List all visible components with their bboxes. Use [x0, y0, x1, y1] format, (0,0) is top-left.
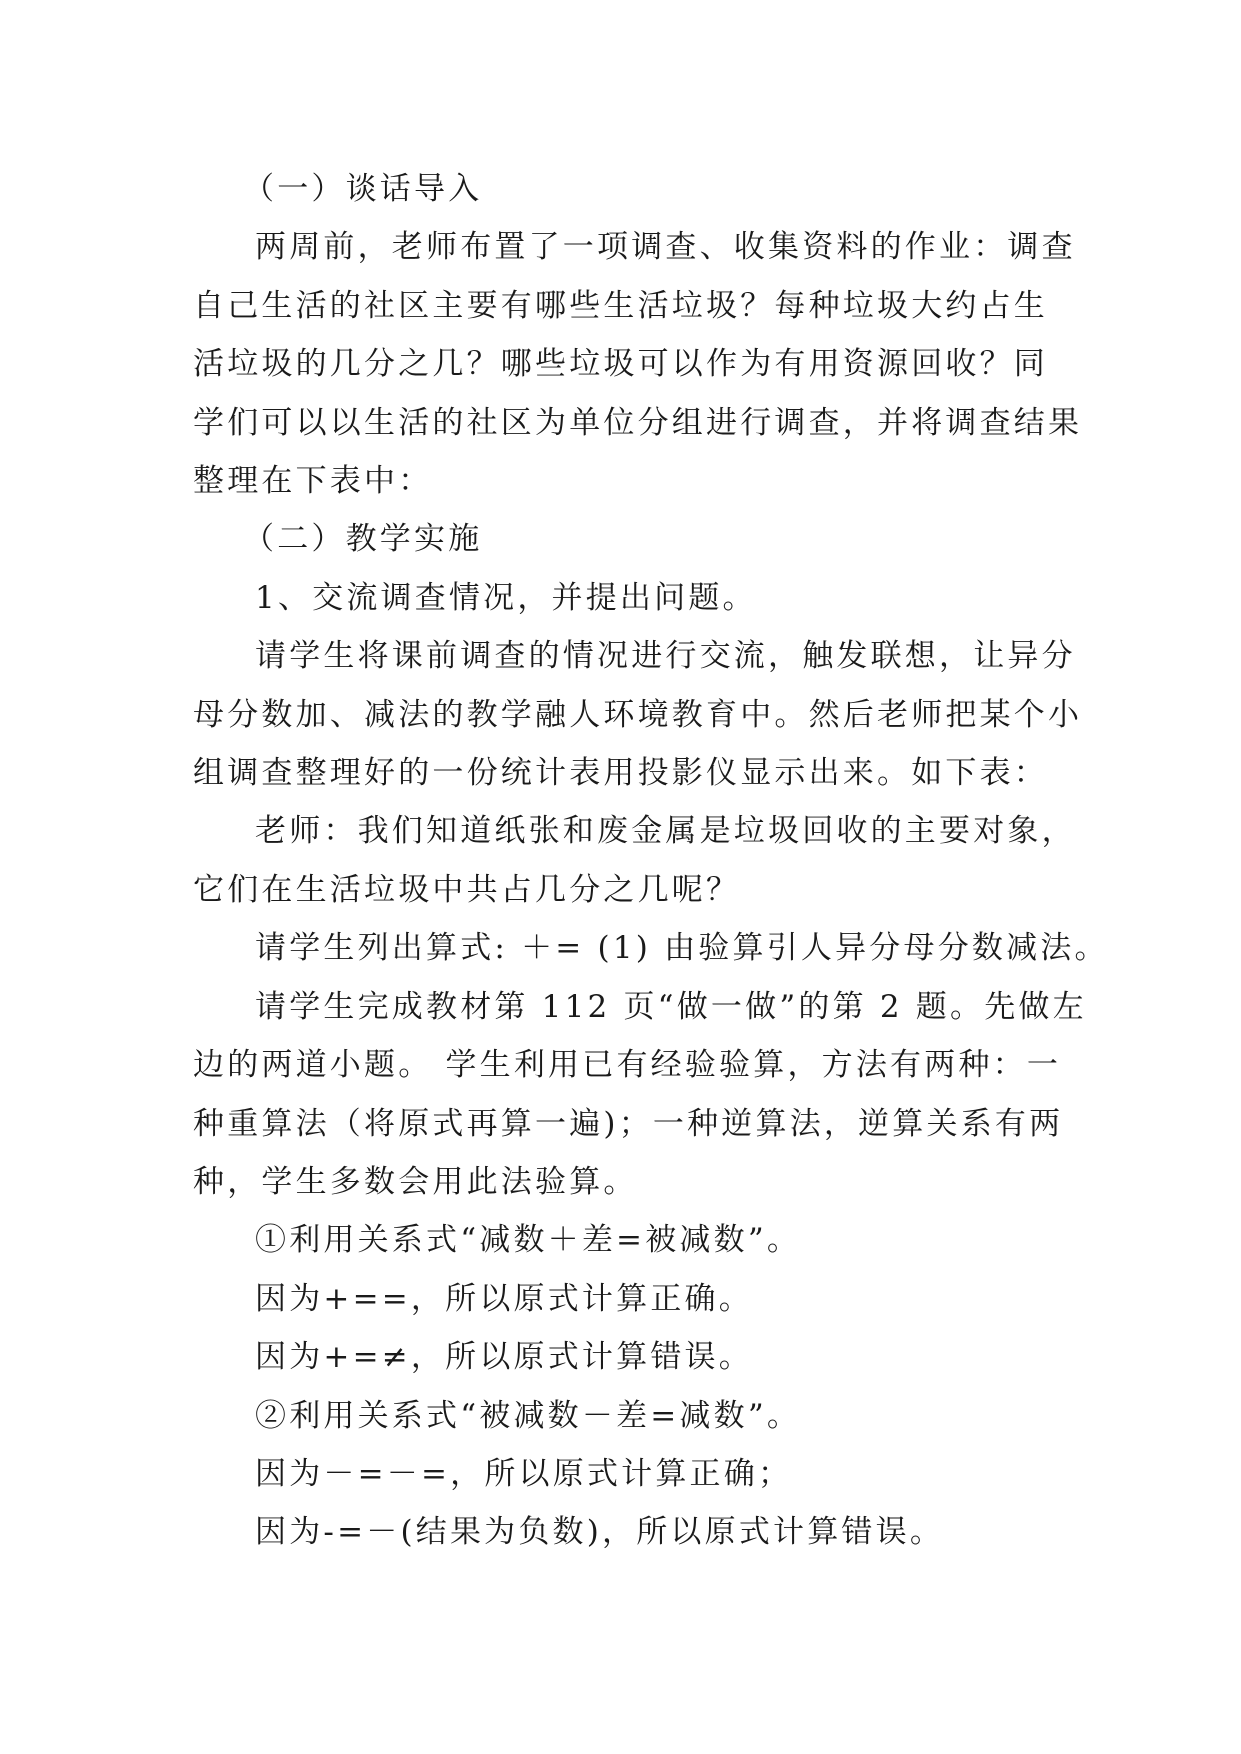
paragraph-line: 组调查整理好的一份统计表用投影仪显示出来。如下表： — [193, 755, 1048, 792]
paragraph-line: 老师：我们知道纸张和废金属是垃圾回收的主要对象， — [255, 813, 1076, 850]
paragraph-line: 自己生活的社区主要有哪些生活垃圾？每种垃圾大约占生 — [193, 287, 1048, 324]
paragraph-line: 整理在下表中： — [193, 463, 433, 500]
paragraph-line: 种重算法（将原式再算一遍)；一种逆算法，逆算关系有两 — [193, 1105, 1064, 1142]
paragraph-line: 因为-=－(结果为负数)，所以原式计算错误。 — [255, 1514, 945, 1551]
section-heading-2: （二）教学实施 — [243, 521, 483, 558]
paragraph-line: 它们在生活垃圾中共占几分之几呢？ — [193, 871, 741, 908]
paragraph-line: 母分数加、减法的教学融人环境教育中。然后老师把某个小 — [193, 696, 1083, 733]
paragraph-line: 因为+==，所以原式计算正确。 — [255, 1280, 753, 1317]
paragraph-line: ①利用关系式“减数＋差=被减数”。 — [255, 1222, 802, 1259]
paragraph-line: 请学生将课前调查的情况进行交流，触发联想，让异分 — [255, 638, 1076, 675]
paragraph-line: 请学生完成教材第 112 页“做一做”的第 2 题。先做左 — [255, 988, 1087, 1025]
document-body — [193, 160, 1109, 1562]
paragraph-line: 两周前，老师布置了一项调查、收集资料的作业：调查 — [255, 229, 1076, 266]
paragraph-line: 边的两道小题。 学生利用已有经验验算，方法有两种：一 — [193, 1047, 1062, 1084]
paragraph-line: 因为－=－=，所以原式计算正确； — [255, 1455, 793, 1492]
paragraph-line: 种，学生多数会用此法验算。 — [193, 1163, 638, 1200]
paragraph-line: 活垃圾的几分之几？哪些垃圾可以作为有用资源回收？同 — [193, 346, 1048, 383]
section-heading-1: （一）谈话导入 — [243, 171, 483, 207]
paragraph-line: 1、交流调查情况，并提出问题。 — [255, 579, 757, 616]
paragraph-line: 学们可以以生活的社区为单位分组进行调查，并将调查结果 — [193, 404, 1083, 441]
paragraph-line: 因为+=≠，所以原式计算错误。 — [255, 1339, 753, 1376]
paragraph-line: 请学生列出算式: ＋= (1) 由验算引人异分母分数减法。 — [255, 930, 1109, 967]
paragraph-line: ②利用关系式“被减数－差=减数”。 — [255, 1397, 802, 1434]
